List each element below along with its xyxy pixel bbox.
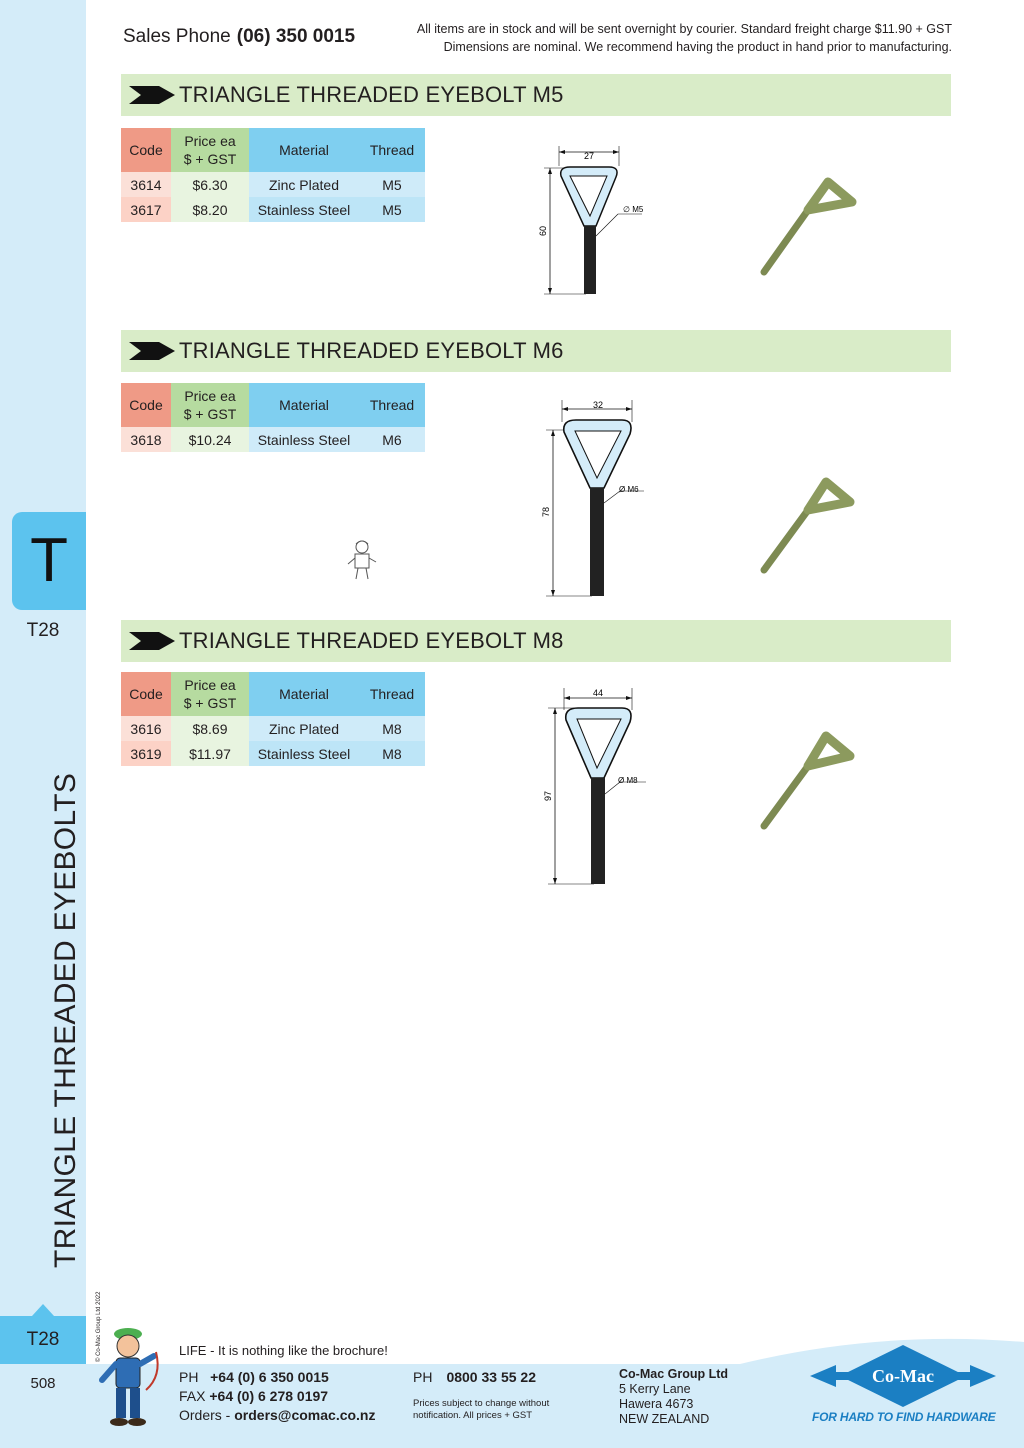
col-thread: Thread: [359, 128, 425, 172]
col-price: [171, 672, 249, 716]
footer-orders: [179, 1407, 376, 1423]
col-price-line2: $ + GST: [183, 695, 237, 711]
col-price-line1: Price ea: [184, 133, 236, 149]
cell-thread: M5: [359, 197, 425, 222]
footer-tagline: LIFE - It is nothing like the brochure!: [179, 1343, 388, 1358]
length-dimension: 97: [543, 790, 553, 802]
table-row[interactable]: [121, 172, 425, 197]
col-code: Code: [121, 128, 171, 172]
col-price-line1: Price ea: [184, 677, 236, 693]
width-dimension: 27: [583, 151, 595, 161]
product-photo-m6: [756, 474, 860, 578]
sales-phone-label: Sales Phone: [123, 26, 231, 47]
section-header-m6: [121, 330, 951, 372]
company-street: 5 Kerry Lane: [619, 1382, 691, 1396]
prices-note-line2: notification. All prices + GST: [413, 1410, 533, 1421]
width-dimension: 32: [592, 400, 604, 410]
stock-note: [417, 20, 952, 56]
price-table-m5: [121, 128, 425, 222]
phone-label: PH: [179, 1369, 199, 1385]
cell-thread: M8: [359, 741, 425, 766]
col-code: Code: [121, 383, 171, 427]
mascot-icon: [94, 1326, 164, 1428]
section-header-m5: [121, 74, 951, 116]
thread-diameter-label: Ø M6: [619, 485, 639, 494]
prices-note-line1: Prices subject to change without: [413, 1398, 550, 1409]
vertical-category-title: TRIANGLE THREADED EYEBOLTS: [49, 772, 82, 1268]
prices-note: [413, 1398, 563, 1422]
table-header-row: [121, 128, 425, 172]
cell-price: $10.24: [171, 427, 249, 452]
technical-drawing-m6: [532, 398, 672, 600]
sales-phone: [123, 26, 355, 48]
comac-logo[interactable]: [810, 1343, 996, 1409]
table-header-row: [121, 672, 425, 716]
width-dimension: 44: [592, 688, 604, 698]
arrow-icon: [129, 342, 175, 360]
logo-text: Co-Mac: [872, 1366, 934, 1386]
cell-code: 3618: [121, 427, 171, 452]
table-row[interactable]: [121, 427, 425, 452]
cell-material: Zinc Plated: [249, 172, 359, 197]
technical-drawing-m8: [534, 686, 674, 888]
arrow-icon: [129, 632, 175, 650]
cell-code: 3616: [121, 716, 171, 741]
footer-fax: [179, 1388, 328, 1404]
col-material: Material: [249, 383, 359, 427]
phone-number[interactable]: +64 (0) 6 350 0015: [210, 1369, 329, 1385]
thread-diameter-label: Ø M8: [618, 776, 638, 785]
company-country: NEW ZEALAND: [619, 1412, 710, 1426]
price-table-m6: [121, 383, 425, 452]
cell-price: $8.20: [171, 197, 249, 222]
cell-material: Zinc Plated: [249, 716, 359, 741]
cell-material: Stainless Steel: [249, 741, 359, 766]
section-title: TRIANGLE THREADED EYEBOLT M6: [179, 338, 564, 363]
section-title: TRIANGLE THREADED EYEBOLT M5: [179, 82, 564, 107]
orders-email-link[interactable]: orders@comac.co.nz: [234, 1407, 376, 1423]
cell-price: $6.30: [171, 172, 249, 197]
cell-code: 3614: [121, 172, 171, 197]
cell-material: Stainless Steel: [249, 197, 359, 222]
stock-note-line2: Dimensions are nominal. We recommend having the product in hand prior to manufacturing.: [443, 40, 952, 54]
section-header-m8: [121, 620, 951, 662]
page-number: 508: [30, 1375, 56, 1392]
table-row[interactable]: [121, 716, 425, 741]
freephone-label: PH: [413, 1369, 433, 1385]
sales-phone-number[interactable]: (06) 350 0015: [236, 26, 356, 47]
copyright-note: © Co-Mac Group Ltd 2022: [96, 1291, 102, 1362]
product-photo-m5: [756, 176, 860, 280]
bottom-tab-notch: [32, 1304, 54, 1316]
price-table-m8: [121, 672, 425, 766]
cell-thread: M6: [359, 427, 425, 452]
col-price-line2: $ + GST: [183, 406, 237, 422]
col-code: Code: [121, 672, 171, 716]
section-title: TRIANGLE THREADED EYEBOLT M8: [179, 628, 564, 653]
freephone-number[interactable]: 0800 33 55 22: [446, 1369, 536, 1385]
col-material: Material: [249, 672, 359, 716]
thread-diameter-label: ∅ M5: [623, 205, 644, 214]
footer-freephone: [413, 1369, 536, 1385]
section-code: T28: [26, 620, 60, 641]
length-dimension: 60: [538, 225, 548, 237]
cell-thread: M8: [359, 716, 425, 741]
col-price-line1: Price ea: [184, 388, 236, 404]
col-thread: Thread: [359, 672, 425, 716]
col-price: [171, 383, 249, 427]
cell-price: $8.69: [171, 716, 249, 741]
stock-note-line1: All items are in stock and will be sent overnight by courier. Standard freight charge $11.90 + GST: [416, 22, 952, 36]
footer-phone: [179, 1369, 329, 1385]
cell-code: 3619: [121, 741, 171, 766]
company-name: Co-Mac Group Ltd: [619, 1367, 729, 1381]
col-material: Material: [249, 128, 359, 172]
cell-price: $11.97: [171, 741, 249, 766]
bottom-section-code-tab: T28: [0, 1316, 86, 1364]
company-address: [619, 1367, 728, 1427]
cell-material: Stainless Steel: [249, 427, 359, 452]
length-dimension: 78: [541, 506, 551, 518]
arrow-icon: [129, 86, 175, 104]
col-thread: Thread: [359, 383, 425, 427]
col-price: [171, 128, 249, 172]
section-letter-tab[interactable]: T: [12, 512, 86, 610]
col-price-line2: $ + GST: [183, 151, 237, 167]
table-header-row: [121, 383, 425, 427]
fax-number: +64 (0) 6 278 0197: [209, 1388, 329, 1404]
orders-label: Orders -: [179, 1407, 231, 1423]
cell-thread: M5: [359, 172, 425, 197]
table-row[interactable]: [121, 741, 425, 766]
logo-tagline: FOR HARD TO FIND HARDWARE: [812, 1410, 996, 1424]
technical-drawing-m5: [530, 146, 670, 298]
fax-label: FAX: [179, 1388, 206, 1404]
product-photo-m8: [756, 728, 860, 834]
mascot-sketch-icon: [346, 538, 378, 582]
company-town: Hawera 4673: [619, 1397, 694, 1411]
table-row[interactable]: [121, 197, 425, 222]
cell-code: 3617: [121, 197, 171, 222]
